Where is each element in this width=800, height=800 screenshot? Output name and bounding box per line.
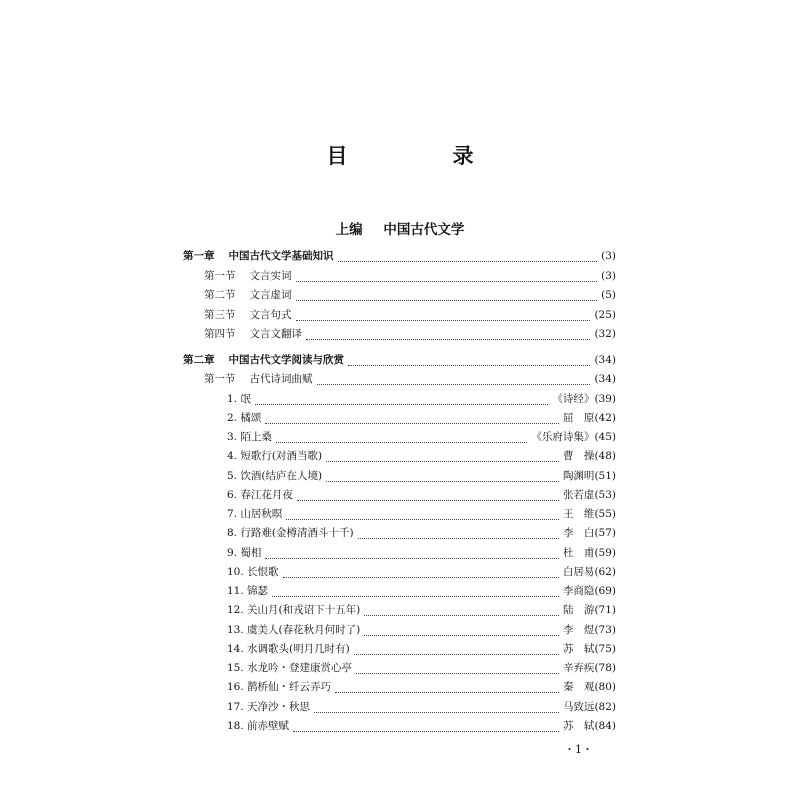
toc-page: (59) <box>594 546 616 559</box>
toc-heading: 文言实词 <box>249 269 292 282</box>
leader-dots <box>358 529 559 539</box>
toc-page: (39) <box>594 392 616 405</box>
toc-title: 4. 短歌行(对酒当歌) <box>227 450 323 463</box>
toc-page: (80) <box>594 681 616 694</box>
toc-page: (78) <box>594 662 616 674</box>
leader-dots <box>326 472 559 482</box>
leader-dots <box>272 587 559 597</box>
toc-page: (55) <box>594 508 616 520</box>
toc-title <box>204 371 313 386</box>
toc-author: 苏 轼 <box>562 642 595 655</box>
leader-dots <box>283 568 559 578</box>
toc-page: (32) <box>594 328 616 340</box>
leader-dots <box>297 491 559 501</box>
toc-title <box>204 287 292 302</box>
toc-author: 王 维 <box>562 508 595 520</box>
leader-dots <box>314 703 559 713</box>
toc-title <box>204 268 292 283</box>
part-label: 上编 <box>335 222 363 238</box>
toc-item[interactable] <box>227 679 616 697</box>
toc-page: (73) <box>594 623 616 636</box>
toc-number: 第一章 <box>183 250 215 262</box>
toc-title: 3. 陌上桑 <box>227 431 272 443</box>
toc-chapter[interactable] <box>183 248 616 266</box>
leader-dots <box>296 311 591 321</box>
toc-author: 陶渊明 <box>562 469 595 482</box>
toc-page: (53) <box>594 488 616 501</box>
toc-author: 李 煜 <box>562 623 595 636</box>
toc-page: (75) <box>594 642 616 655</box>
toc-item[interactable] <box>227 622 616 640</box>
toc-item[interactable] <box>227 448 616 466</box>
toc-page: (25) <box>594 308 616 321</box>
leader-dots <box>348 356 590 366</box>
toc-item[interactable] <box>227 391 616 409</box>
toc-item[interactable] <box>227 410 616 428</box>
toc-page: (3) <box>601 250 616 262</box>
toc-number: 第二节 <box>204 289 236 301</box>
toc-number: 第四节 <box>204 328 236 340</box>
toc-author: 《乐府诗集》 <box>531 431 595 443</box>
leader-dots <box>276 433 528 443</box>
toc-item[interactable] <box>227 429 616 447</box>
leader-dots <box>265 549 559 559</box>
toc-heading: 文言句式 <box>249 308 292 321</box>
toc-title: 10. 长恨歌 <box>227 565 279 578</box>
toc-section[interactable] <box>204 326 616 344</box>
toc-title: 14. 水调歌头(明月几时有) <box>227 642 350 655</box>
toc-title: 12. 关山月(和戎诏下十五年) <box>227 604 361 617</box>
toc-item[interactable] <box>227 564 616 582</box>
part-title <box>0 218 800 238</box>
toc-item[interactable] <box>227 506 616 524</box>
toc-author: 苏 轼 <box>562 719 595 732</box>
toc-section[interactable] <box>204 287 616 305</box>
toc-title: 6. 春江花月夜 <box>227 488 293 501</box>
toc-item[interactable] <box>227 487 616 505</box>
toc-number: 第一节 <box>204 373 236 385</box>
toc-page: (34) <box>594 373 616 385</box>
toc-page: (42) <box>594 411 616 424</box>
toc-page: (5) <box>601 289 616 301</box>
toc-page: (69) <box>594 585 616 597</box>
leader-dots <box>255 395 549 405</box>
toc-author: 李 白 <box>562 527 595 540</box>
toc-section[interactable] <box>204 268 616 286</box>
toc-title: 11. 锦瑟 <box>227 585 269 597</box>
toc-author: 张若虚 <box>562 488 595 501</box>
toc-title: 18. 前赤壁赋 <box>227 719 290 732</box>
toc-item[interactable] <box>227 660 616 678</box>
toc-title: 17. 天净沙・秋思 <box>227 700 311 713</box>
page-title: 目 录 <box>326 144 516 168</box>
toc-author: 陆 游 <box>562 604 595 617</box>
toc-title: 13. 虞美人(春花秋月何时了) <box>227 623 361 636</box>
toc-number: 第三节 <box>204 308 236 321</box>
leader-dots <box>293 722 559 732</box>
toc-item[interactable] <box>227 468 616 486</box>
toc-title: 16. 鹊桥仙・纤云弄巧 <box>227 681 332 694</box>
toc-page: (57) <box>594 527 616 540</box>
toc-author: 《诗经》 <box>552 392 595 405</box>
toc-item[interactable] <box>227 583 616 601</box>
leader-dots <box>265 414 559 424</box>
toc-item[interactable] <box>227 602 616 620</box>
toc-item[interactable] <box>227 718 616 736</box>
toc-title: 2. 橘颂 <box>227 411 262 424</box>
leader-dots <box>317 375 591 385</box>
toc-title <box>183 248 334 263</box>
toc-page: (84) <box>594 719 616 732</box>
leader-dots <box>364 626 559 636</box>
toc-title <box>183 352 344 367</box>
toc-item[interactable] <box>227 699 616 717</box>
toc-chapter[interactable] <box>183 352 616 370</box>
leader-dots <box>338 252 598 262</box>
leader-dots <box>286 510 559 520</box>
toc-page: (45) <box>594 431 616 443</box>
toc-number: 第一节 <box>204 269 236 282</box>
toc-title: 1. 氓 <box>227 392 251 405</box>
toc-author: 杜 甫 <box>562 546 595 559</box>
leader-dots <box>354 645 559 655</box>
leader-dots <box>356 664 559 674</box>
toc-title: 5. 饮酒(结庐在人境) <box>227 469 323 482</box>
toc-author: 秦 观 <box>562 681 595 694</box>
toc-author: 屈 原 <box>562 411 595 424</box>
toc-heading: 中国古代文学阅读与欣赏 <box>228 353 344 366</box>
toc-page: (62) <box>594 565 616 578</box>
page-number: ・1・ <box>564 743 593 756</box>
toc-page: (3) <box>601 269 616 282</box>
toc-section[interactable] <box>204 371 616 389</box>
leader-dots <box>335 683 559 693</box>
leader-dots <box>364 606 559 616</box>
toc-title: 7. 山居秋暝 <box>227 508 283 520</box>
toc-page: (34) <box>594 353 616 366</box>
toc-heading: 古代诗词曲赋 <box>249 373 313 385</box>
toc-author: 辛弃疾 <box>562 662 595 674</box>
toc-author: 马致远 <box>562 700 595 713</box>
toc-item[interactable] <box>227 641 616 659</box>
leader-dots <box>296 272 598 282</box>
toc-title: 8. 行路难(金樽清酒斗十千) <box>227 527 354 540</box>
part-name: 中国古代文学 <box>383 222 465 238</box>
toc-number: 第二章 <box>183 353 215 366</box>
toc-title <box>204 307 292 322</box>
leader-dots <box>306 330 590 340</box>
toc-page: (51) <box>594 469 616 482</box>
toc-page: (82) <box>594 700 616 713</box>
toc-author: 白居易 <box>562 565 595 578</box>
leader-dots <box>296 291 598 301</box>
toc-item[interactable] <box>227 525 616 543</box>
leader-dots <box>326 452 559 462</box>
toc-author: 李商隐 <box>562 585 595 597</box>
toc-heading: 文言虚词 <box>249 289 292 301</box>
toc-title: 15. 水龙吟・登建康赏心亭 <box>227 662 353 674</box>
toc-section[interactable] <box>204 307 616 325</box>
toc-heading: 文言文翻译 <box>249 328 302 340</box>
toc-heading: 中国古代文学基础知识 <box>228 250 334 262</box>
toc-page: (71) <box>594 604 616 617</box>
toc-page: (48) <box>594 450 616 463</box>
toc-title: 9. 蜀相 <box>227 546 262 559</box>
toc-author: 曹 操 <box>562 450 595 463</box>
toc-item[interactable] <box>227 545 616 563</box>
toc-title <box>204 326 302 341</box>
